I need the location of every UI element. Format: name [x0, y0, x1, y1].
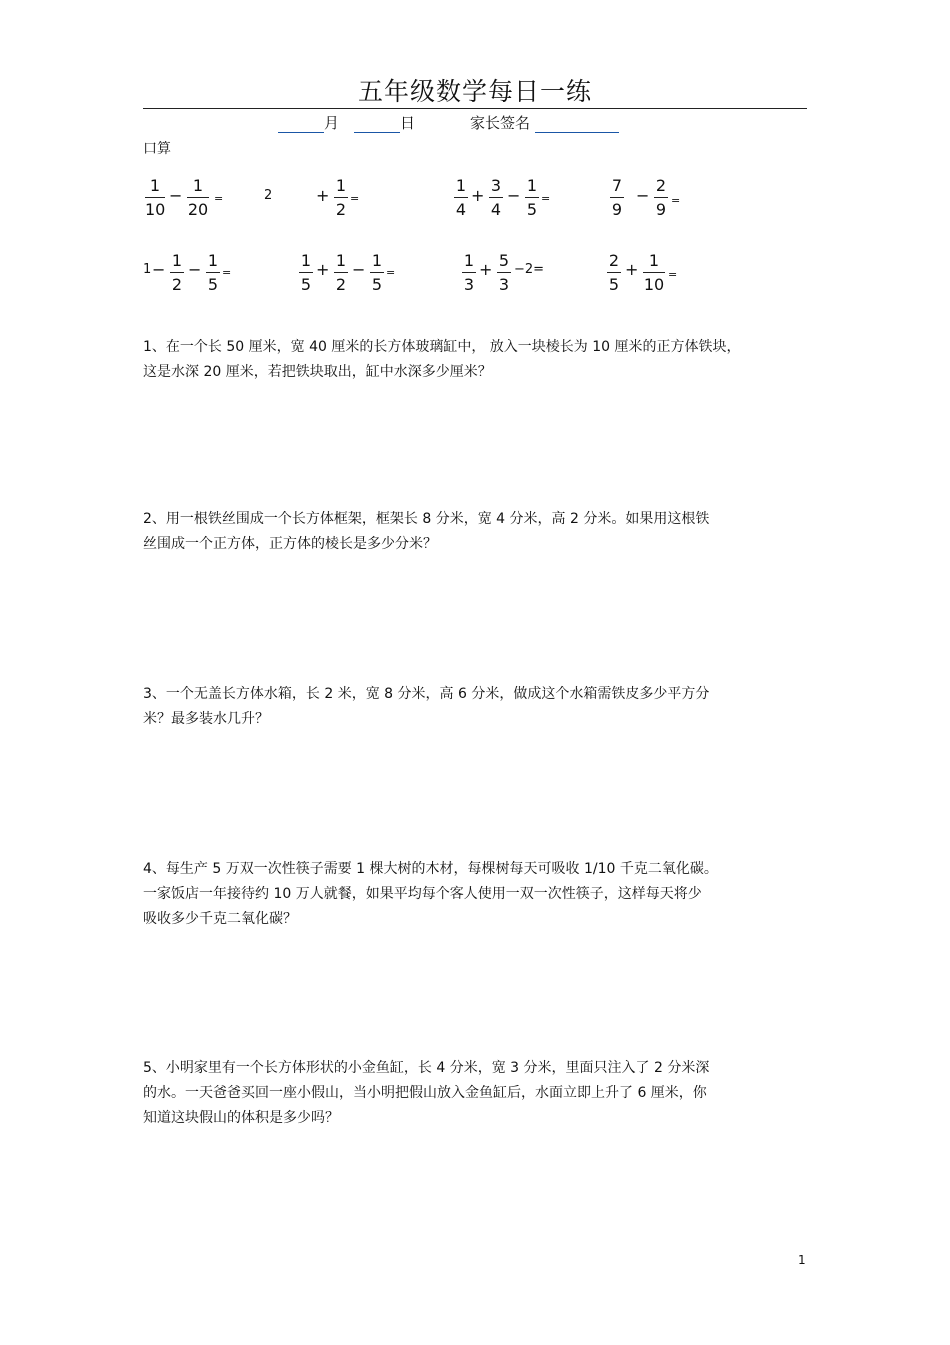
operator: + — [471, 186, 485, 205]
equals-sign: = — [214, 192, 224, 205]
page-number: 1 — [798, 1253, 806, 1267]
fraction: 1 3 — [463, 251, 475, 294]
equals-sign: = — [541, 192, 551, 205]
fraction: 7 9 — [611, 176, 623, 219]
fraction: 1 2 — [335, 176, 347, 219]
fraction: 1 2 — [335, 251, 347, 294]
operator: − — [352, 260, 366, 279]
operator: + — [316, 186, 330, 205]
equals-sign: = — [222, 266, 232, 279]
whole-number: 1 — [143, 262, 152, 277]
operator: + — [479, 260, 493, 279]
page-title: 五年级数学每日一练 — [357, 77, 592, 106]
operator: − — [188, 260, 202, 279]
question-3: 3、一个无盖长方体水箱，长 2 米，宽 8 分米，高 6 分米，做成这个水箱需铁皮多少平方分 米？最多装水几升？ — [143, 686, 710, 727]
fraction: 1 10 — [643, 251, 665, 294]
day-blank[interactable] — [354, 117, 400, 133]
signature-blank[interactable] — [535, 117, 619, 133]
operator: + — [316, 260, 330, 279]
day-field — [354, 112, 415, 133]
month-field — [278, 112, 339, 133]
question-5: 5、小明家里有一个长方体形状的小金鱼缸，长 4 分米，宽 3 分米，里面只注入了 2 分米深 的水。一天爸爸买回一座小假山，当小明把假山放入金鱼缸后，水面立即上升了 6 厘米，你 知道这块假山的体积是多少吗？ — [143, 1060, 710, 1126]
fraction: 1 2 — [171, 251, 183, 294]
fraction: 2 5 — [608, 251, 620, 294]
question-1: 1、在一个长 50 厘米，宽 40 厘米的长方体玻璃缸中， 放入一块棱长为 10 厘米的正方体铁块， 这是水深 20 厘米，若把铁块取出，缸中水深多少厘米？ — [143, 339, 741, 380]
fraction: 1 10 — [145, 176, 166, 219]
whole-number: 2 — [264, 188, 273, 203]
operator: − — [507, 186, 521, 205]
equals-sign: = — [350, 192, 360, 205]
fraction: 2 9 — [655, 176, 667, 219]
question-4: 4、每生产 5 万双一次性筷子需要 1 棵大树的木材，每棵树每天可吸收 1/10 千克二氧化碳。 一家饭店一年接待约 10 万人就餐，如果平均每个客人使用一双一次性筷子，这样每天将少 吸收多少千克二氧化碳？ — [143, 861, 718, 927]
fraction: 1 5 — [300, 251, 312, 294]
signature-label: 家长签名 — [470, 114, 531, 132]
signature-field — [470, 112, 619, 133]
operator: − — [636, 186, 650, 205]
month-label: 月 — [324, 114, 340, 132]
expression-tail: −2= — [514, 262, 545, 277]
fraction: 1 4 — [455, 176, 467, 219]
equals-sign: = — [386, 266, 396, 279]
operator: − — [152, 260, 166, 279]
title-divider — [143, 108, 807, 109]
month-blank[interactable] — [278, 117, 324, 133]
fraction: 1 5 — [371, 251, 383, 294]
operator: + — [625, 260, 639, 279]
fraction: 3 4 — [490, 176, 502, 219]
fraction: 5 3 — [498, 251, 510, 294]
operator: − — [169, 186, 183, 205]
fraction: 1 5 — [207, 251, 219, 294]
section-label: 口算 — [143, 141, 171, 157]
equals-sign: = — [671, 194, 681, 207]
equals-sign: = — [668, 268, 678, 281]
fraction: 1 5 — [526, 176, 538, 219]
day-label: 日 — [400, 114, 416, 132]
fraction: 1 20 — [187, 176, 209, 219]
question-2: 2、用一根铁丝围成一个长方体框架，框架长 8 分米，宽 4 分米，高 2 分米。如果用这根铁 丝围成一个正方体，正方体的棱长是多少分米？ — [143, 511, 710, 552]
